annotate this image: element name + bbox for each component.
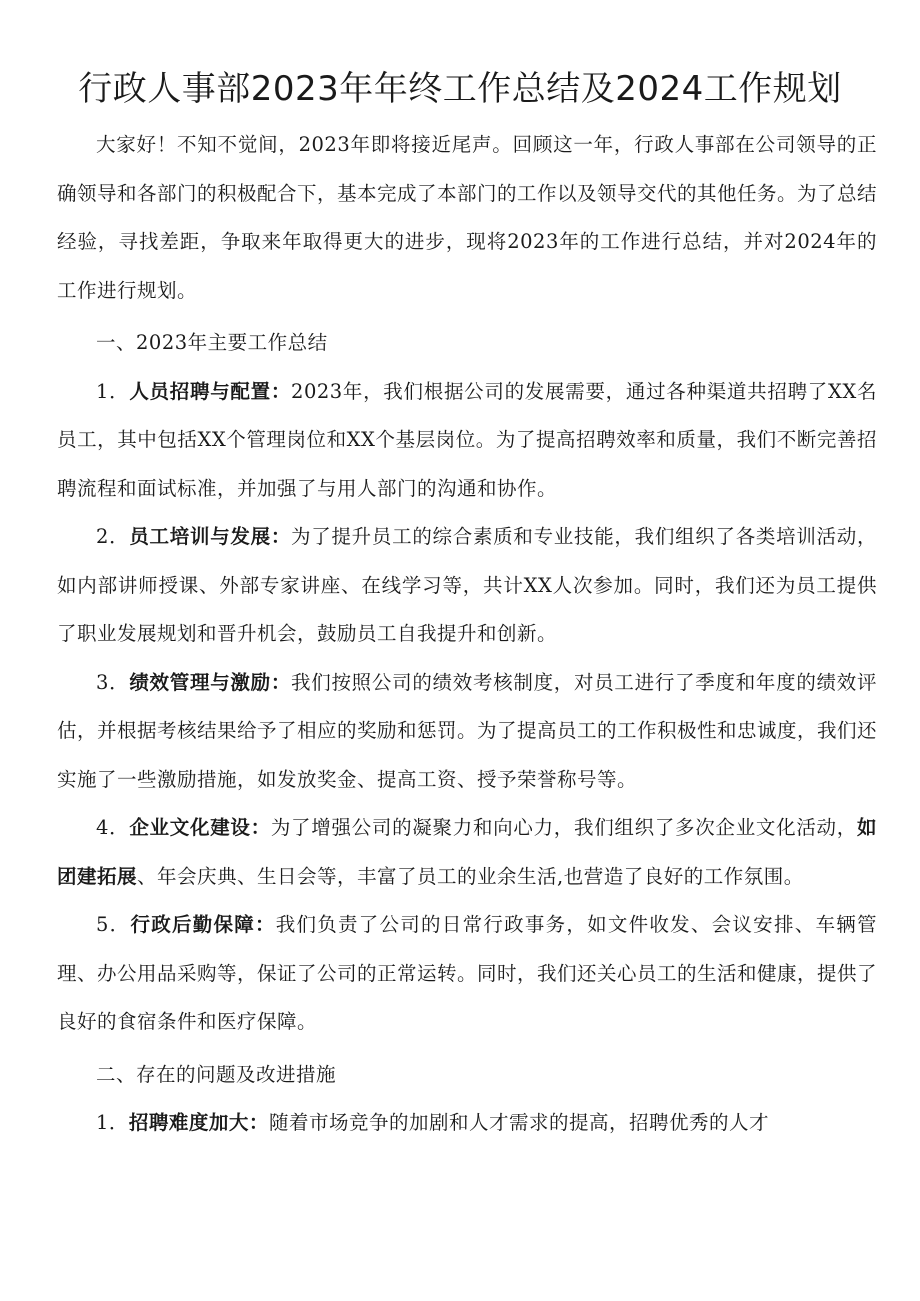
item-lead: 企业文化建设： (129, 816, 271, 839)
item-text: 为了提升员工的综合素质和专业技能，我们组织了各类培训活动，如内部讲师授课、外部专家讲座、在线学习等，共计XX人次参加。同时，我们还为员工提供了职业发展规划和晋升机会，鼓励员工自我提升和创新。 (57, 525, 877, 645)
document-body (57, 121, 877, 1148)
item-text: 2023年，我们根据公司的发展需要，通过各种渠道共招聘了XX名员工，其中包括XX个管理岗位和XX个基层岗位。为了提高招聘效率和质量，我们不断完善招聘流程和面试标准，并加强了与用人部门的沟通和协作。 (57, 379, 877, 500)
document-title: 行政人事部2023年年终工作总结及2024工作规划 (78, 69, 842, 109)
section-1-item-1 (57, 368, 877, 514)
item-text: 随着市场竞争的加剧和人才需求的提高，招聘优秀的人才 (268, 1111, 769, 1134)
item-lead: 人员招聘与配置： (129, 379, 292, 403)
section-1-item-3 (57, 659, 877, 805)
section-2-item-1 (57, 1099, 877, 1148)
section-1-item-5 (57, 901, 877, 1047)
item-number: 1． (96, 1111, 129, 1134)
item-lead: 绩效管理与激励： (129, 670, 292, 694)
item-lead: 行政后勤保障： (130, 913, 276, 936)
item-number: 1． (96, 379, 130, 403)
item-text: 我们负责了公司的日常行政事务，如文件收发、会议安排、车辆管理、办公用品采购等，保证了公司的正常运转。同时，我们还关心员工的生活和健康，提供了良好的食宿条件和医疗保障。 (57, 913, 878, 1033)
section-2-heading: 二、存在的问题及改进措施 (96, 1062, 337, 1086)
item-number: 3． (96, 670, 130, 694)
item-text: 、年会庆典、生日会等，丰富了员工的业余生活,也营造了良好的工作氛围。 (137, 864, 804, 888)
intro-paragraph: 大家好！不知不觉间，2023年即将接近尾声。回顾这一年，行政人事部在公司领导的正确领导和各部门的积极配合下，基本完成了本部门的工作以及领导交代的其他任务。为了总结经验，寻找差距，争取来年取得更大的进步，现将2023年的工作进行总结，并对2024年的工作进行规划。 (57, 133, 878, 302)
section-1-heading: 一、2023年主要工作总结 (96, 331, 328, 354)
section-1-item-2 (57, 513, 877, 659)
section-1-item-4 (57, 804, 877, 901)
item-number: 2． (96, 525, 130, 548)
item-text-bold: 如团建拓展 (57, 816, 877, 888)
item-text: 为了增强公司的凝聚力和向心力，我们组织了多次企业文化活动， (270, 816, 857, 839)
item-text: 我们按照公司的绩效考核制度，对员工进行了季度和年度的绩效评估，并根据考核结果给予了相应的奖励和惩罚。为了提高员工的工作积极性和忠诚度，我们还实施了一些激励措施，如发放奖金、提高工资、授予荣誉称号等。 (57, 670, 878, 791)
item-number: 5． (96, 913, 131, 936)
item-lead: 员工培训与发展： (129, 525, 292, 548)
item-number: 4． (96, 816, 130, 839)
item-lead: 招聘难度加大： (128, 1111, 269, 1134)
